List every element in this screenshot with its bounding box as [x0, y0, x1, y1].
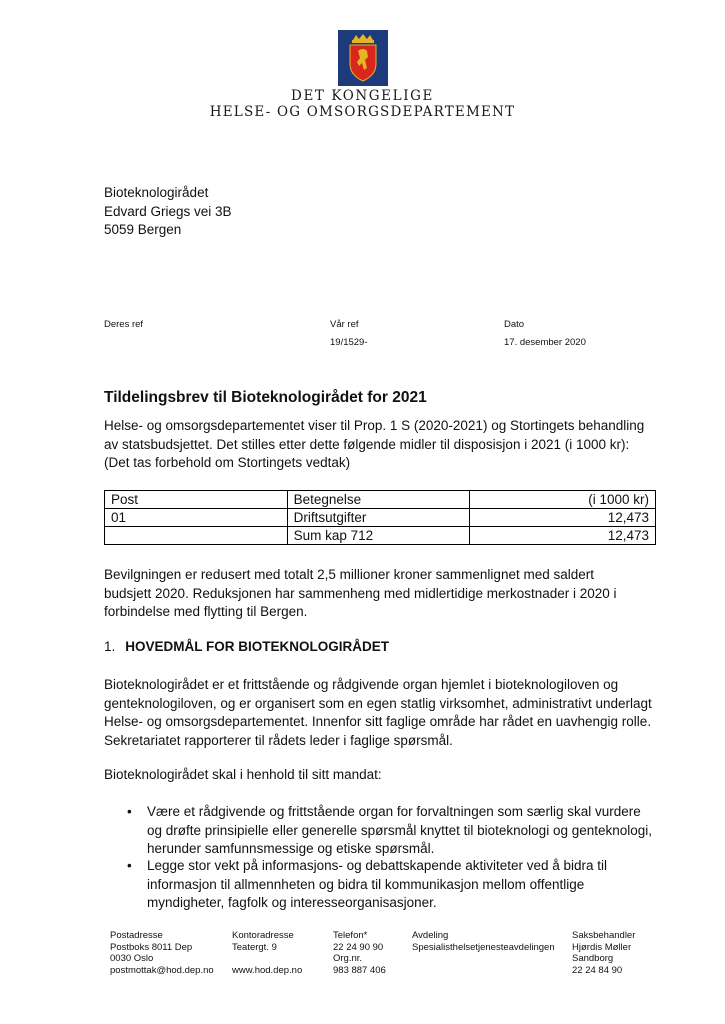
section-title: HOVEDMÅL FOR BIOTEKNOLOGIRÅDET — [125, 639, 390, 654]
footer-value: Hjørdis Møller — [572, 941, 632, 953]
intro-paragraph — [104, 417, 664, 473]
footer-value: 22 24 84 90 — [572, 964, 623, 976]
reduction-line: Bevilgningen er redusert med totalt 2,5 millioner kroner sammenlignet med saldert — [104, 567, 594, 582]
reduction-line: forbindelse med flytting til Bergen. — [104, 604, 308, 620]
footer-label: Avdeling — [412, 930, 449, 941]
cell-post — [105, 527, 288, 545]
intro-line: Helse- og omsorgsdepartementet viser til Prop. 1 S (2020-2021) og Stortingets behandling — [104, 418, 645, 433]
recipient-city: 5059 Bergen — [104, 222, 182, 237]
cell-amount: 12,473 — [470, 509, 656, 527]
footer-label: Telefon* — [333, 930, 368, 941]
cell-amount: 12,473 — [470, 527, 656, 545]
footer-email: postmottak@hod.dep.no — [110, 964, 214, 976]
intro-line: av statsbudsjettet. Det stilles etter dette følgende midler til disposisjon i 2021 (i 1000 kr): — [104, 436, 630, 452]
recipient-name: Bioteknologirådet — [104, 185, 209, 200]
footer-value: 22 24 90 90 — [333, 941, 384, 953]
bullet-line: Være et rådgivende og frittstående organ for forvaltningen som særlig skal vurdere — [147, 804, 641, 819]
footer-value: 0030 Oslo — [110, 953, 154, 964]
date-label: Dato — [504, 319, 525, 330]
footer-postadresse — [110, 930, 214, 976]
letterhead — [0, 30, 725, 120]
footer-label: Postadresse — [110, 930, 163, 941]
footer-saksbehandler — [572, 930, 635, 976]
footer-value — [232, 953, 302, 965]
table-header-row — [105, 491, 656, 509]
cell-betegnelse: Driftsutgifter — [287, 509, 470, 527]
footer-value: Sandborg — [572, 953, 614, 964]
footer-telefon — [333, 930, 386, 976]
letter-title: Tildelingsbrev til Bioteknologirådet for 2021 — [104, 389, 427, 406]
intro-line: (Det tas forbehold om Stortingets vedtak) — [104, 455, 351, 471]
about-line: Helse- og omsorgsdepartementet. Innenfor sitt faglige område har rådet en uavhengig rolle. — [104, 714, 652, 730]
header-post: Post — [105, 491, 288, 509]
bullet-line: informasjon til allmennheten og bidra til kommunikasjon mellom offentlige — [147, 876, 585, 892]
letterhead-line2: HELSE- OG OMSORGSDEPARTEMENT — [209, 104, 516, 120]
footer-value: Org.nr. — [333, 953, 363, 964]
mandate-paragraph: Bioteknologirådet skal i henhold til sitt mandat: — [104, 767, 382, 782]
bullet-item — [127, 857, 657, 913]
allocation-table — [104, 490, 656, 545]
footer-value: 983 887 406 — [333, 964, 386, 976]
bullet-line: og drøfte prinsipielle eller generelle spørsmål knyttet til bioteknologi og genteknologi, — [147, 822, 653, 838]
reduction-line: budsjett 2020. Reduksjonen har sammenheng med midlertidige merkostnader i 2020 i — [104, 585, 617, 601]
footer-value: Spesialisthelsetjenesteavdelingen — [412, 941, 555, 953]
footer-label: Kontoradresse — [232, 930, 294, 941]
var-ref-value: 19/1529- — [330, 337, 368, 348]
table-row — [105, 509, 656, 527]
footer-kontoradresse — [232, 930, 302, 976]
recipient-address — [104, 184, 232, 240]
footer-website: www.hod.dep.no — [232, 964, 303, 976]
bullet-line: myndigheter, fagfolk og interesseorganisasjoner. — [147, 895, 437, 911]
reduction-paragraph — [104, 566, 664, 622]
footer-label: Saksbehandler — [572, 930, 636, 941]
date-value: 17. desember 2020 — [504, 337, 586, 348]
footer-value: Teatergt. 9 — [232, 941, 277, 953]
var-ref-label: Vår ref — [330, 319, 359, 330]
header-betegnelse: Betegnelse — [287, 491, 470, 509]
section-number: 1. — [104, 639, 116, 654]
about-paragraph — [104, 676, 674, 750]
cell-betegnelse: Sum kap 712 — [287, 527, 470, 545]
about-line: Bioteknologirådet er et frittstående og rådgivende organ hjemlet i bioteknologiloven og — [104, 677, 619, 692]
bullet-dot: • — [127, 858, 132, 873]
about-line: Sekretariatet rapporterer til rådets leder i faglige spørsmål. — [104, 732, 453, 748]
deres-ref-label: Deres ref — [104, 319, 144, 330]
coat-of-arms-icon — [338, 30, 388, 86]
about-line: genteknologiloven, og er organisert som en egen statlig virksomhet, administrativt underlagt — [104, 695, 652, 711]
bullet-line: herunder samfunnsmessige og etiske spørsmål. — [147, 841, 435, 857]
cell-post: 01 — [105, 509, 288, 527]
letterhead-line1: DET KONGELIGE — [291, 88, 434, 104]
footer-value: Postboks 8011 Dep — [110, 941, 193, 953]
header-amount: (i 1000 kr) — [470, 491, 656, 509]
recipient-street: Edvard Griegs vei 3B — [104, 203, 232, 219]
footer-avdeling — [412, 930, 555, 953]
bullet-line: Legge stor vekt på informasjons- og debattskapende aktiviteter ved å bidra til — [147, 858, 608, 873]
bullet-dot: • — [127, 804, 132, 819]
table-row — [105, 527, 656, 545]
bullet-item — [127, 803, 657, 859]
section-heading — [104, 639, 389, 654]
